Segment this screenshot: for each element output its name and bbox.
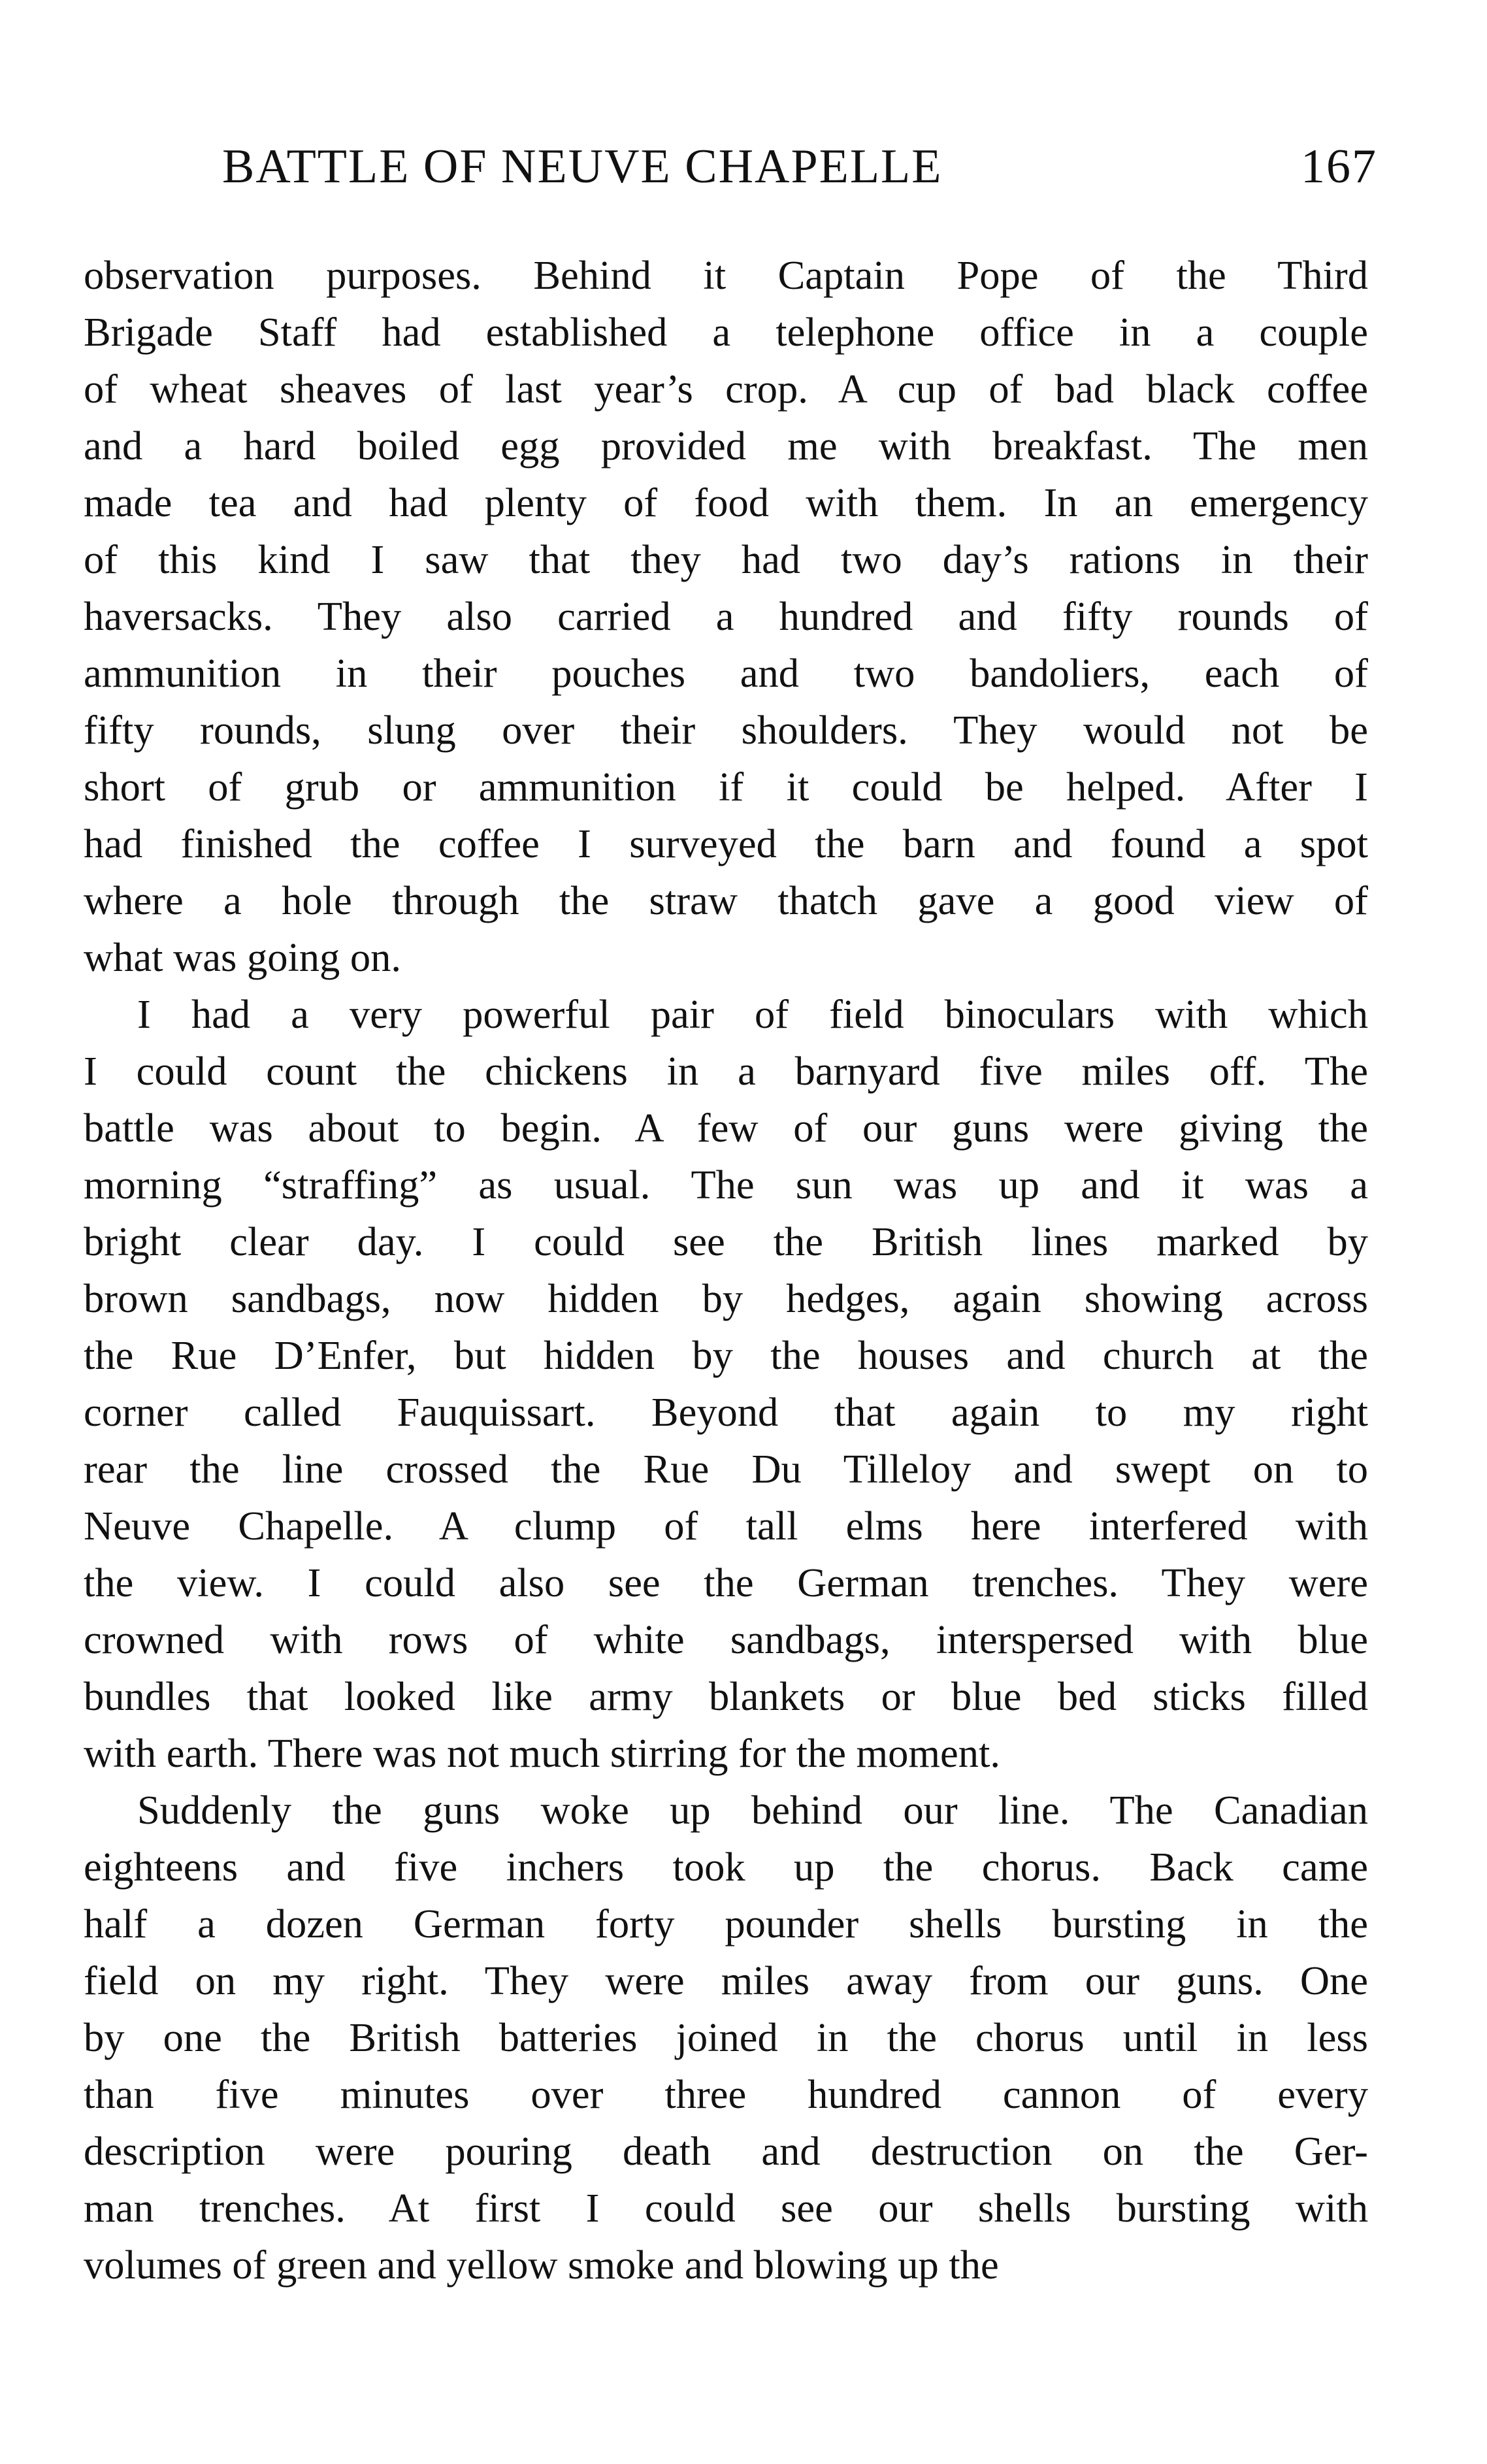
text-line: Brigade Staff had established a telephone office in a couple xyxy=(84,309,1368,355)
text-line: corner called Fauquissart. Beyond that again to my right xyxy=(84,1389,1368,1435)
text-line: half a dozen German forty pounder shells bursting in the xyxy=(84,1901,1368,1947)
page-number: 167 xyxy=(1301,140,1377,193)
text-line: haversacks. They also carried a hundred and fifty rounds of xyxy=(84,593,1368,639)
text-line: brown sandbags, now hidden by hedges, again showing across xyxy=(84,1275,1368,1321)
text-line: Neuve Chapelle. A clump of tall elms here interfered with xyxy=(84,1503,1368,1549)
text-line: rear the line crossed the Rue Du Tilleloy and swept on to xyxy=(84,1446,1368,1492)
text-line: battle was about to begin. A few of our guns were giving the xyxy=(84,1105,1368,1151)
text-line: field on my right. They were miles away from our guns. One xyxy=(84,1958,1368,2003)
text-line: by one the British batteries joined in the chorus until in less xyxy=(84,2014,1368,2060)
body-text xyxy=(84,247,1368,2293)
running-title: BATTLE OF NEUVE CHAPELLE xyxy=(222,140,943,193)
text-line: of this kind I saw that they had two day’s rations in their xyxy=(84,536,1368,582)
text-line: bright clear day. I could see the British lines marked by xyxy=(84,1219,1368,1264)
running-head xyxy=(222,134,1377,199)
text-line: of wheat sheaves of last year’s crop. A cup of bad black coffee xyxy=(84,366,1368,412)
text-line: Suddenly the guns woke up behind our line. The Canadian xyxy=(137,1787,1368,1833)
text-line: I could count the chickens in a barnyard five miles off. The xyxy=(84,1048,1368,1094)
text-line: short of grub or ammunition if it could be helped. After I xyxy=(84,764,1368,810)
text-line: the Rue D’Enfer, but hidden by the houses and church at the xyxy=(84,1332,1368,1378)
text-line: I had a very powerful pair of field binoculars with which xyxy=(137,991,1368,1037)
text-line: the view. I could also see the German trenches. They were xyxy=(84,1560,1368,1605)
text-line: than five minutes over three hundred cannon of every xyxy=(84,2071,1368,2117)
text-line: bundles that looked like army blankets or blue bed sticks filled xyxy=(84,1673,1368,1719)
text-line: description were pouring death and destruction on the Ger- xyxy=(84,2128,1368,2174)
text-line: and a hard boiled egg provided me with breakfast. The men xyxy=(84,423,1368,468)
text-line: where a hole through the straw thatch gave a good view of xyxy=(84,878,1368,923)
text-line: ammunition in their pouches and two bandoliers, each of xyxy=(84,650,1368,696)
text-line: morning “straffing” as usual. The sun was up and it was a xyxy=(84,1162,1368,1207)
text-line: eighteens and five inchers took up the chorus. Back came xyxy=(84,1844,1368,1890)
text-line: had finished the coffee I surveyed the barn and found a spot xyxy=(84,821,1368,866)
text-line: crowned with rows of white sandbags, interspersed with blue xyxy=(84,1617,1368,1662)
text-line: with earth. There was not much stirring for the moment. xyxy=(84,1730,1001,1776)
text-line: man trenches. At first I could see our shells bursting with xyxy=(84,2185,1368,2231)
text-line: what was going on. xyxy=(84,934,402,980)
text-line: volumes of green and yellow smoke and blowing up the xyxy=(84,2242,999,2288)
text-line: observation purposes. Behind it Captain Pope of the Third xyxy=(84,252,1368,298)
text-line: made tea and had plenty of food with them. In an emergency xyxy=(84,480,1368,525)
text-line: fifty rounds, slung over their shoulders. They would not be xyxy=(84,707,1368,753)
